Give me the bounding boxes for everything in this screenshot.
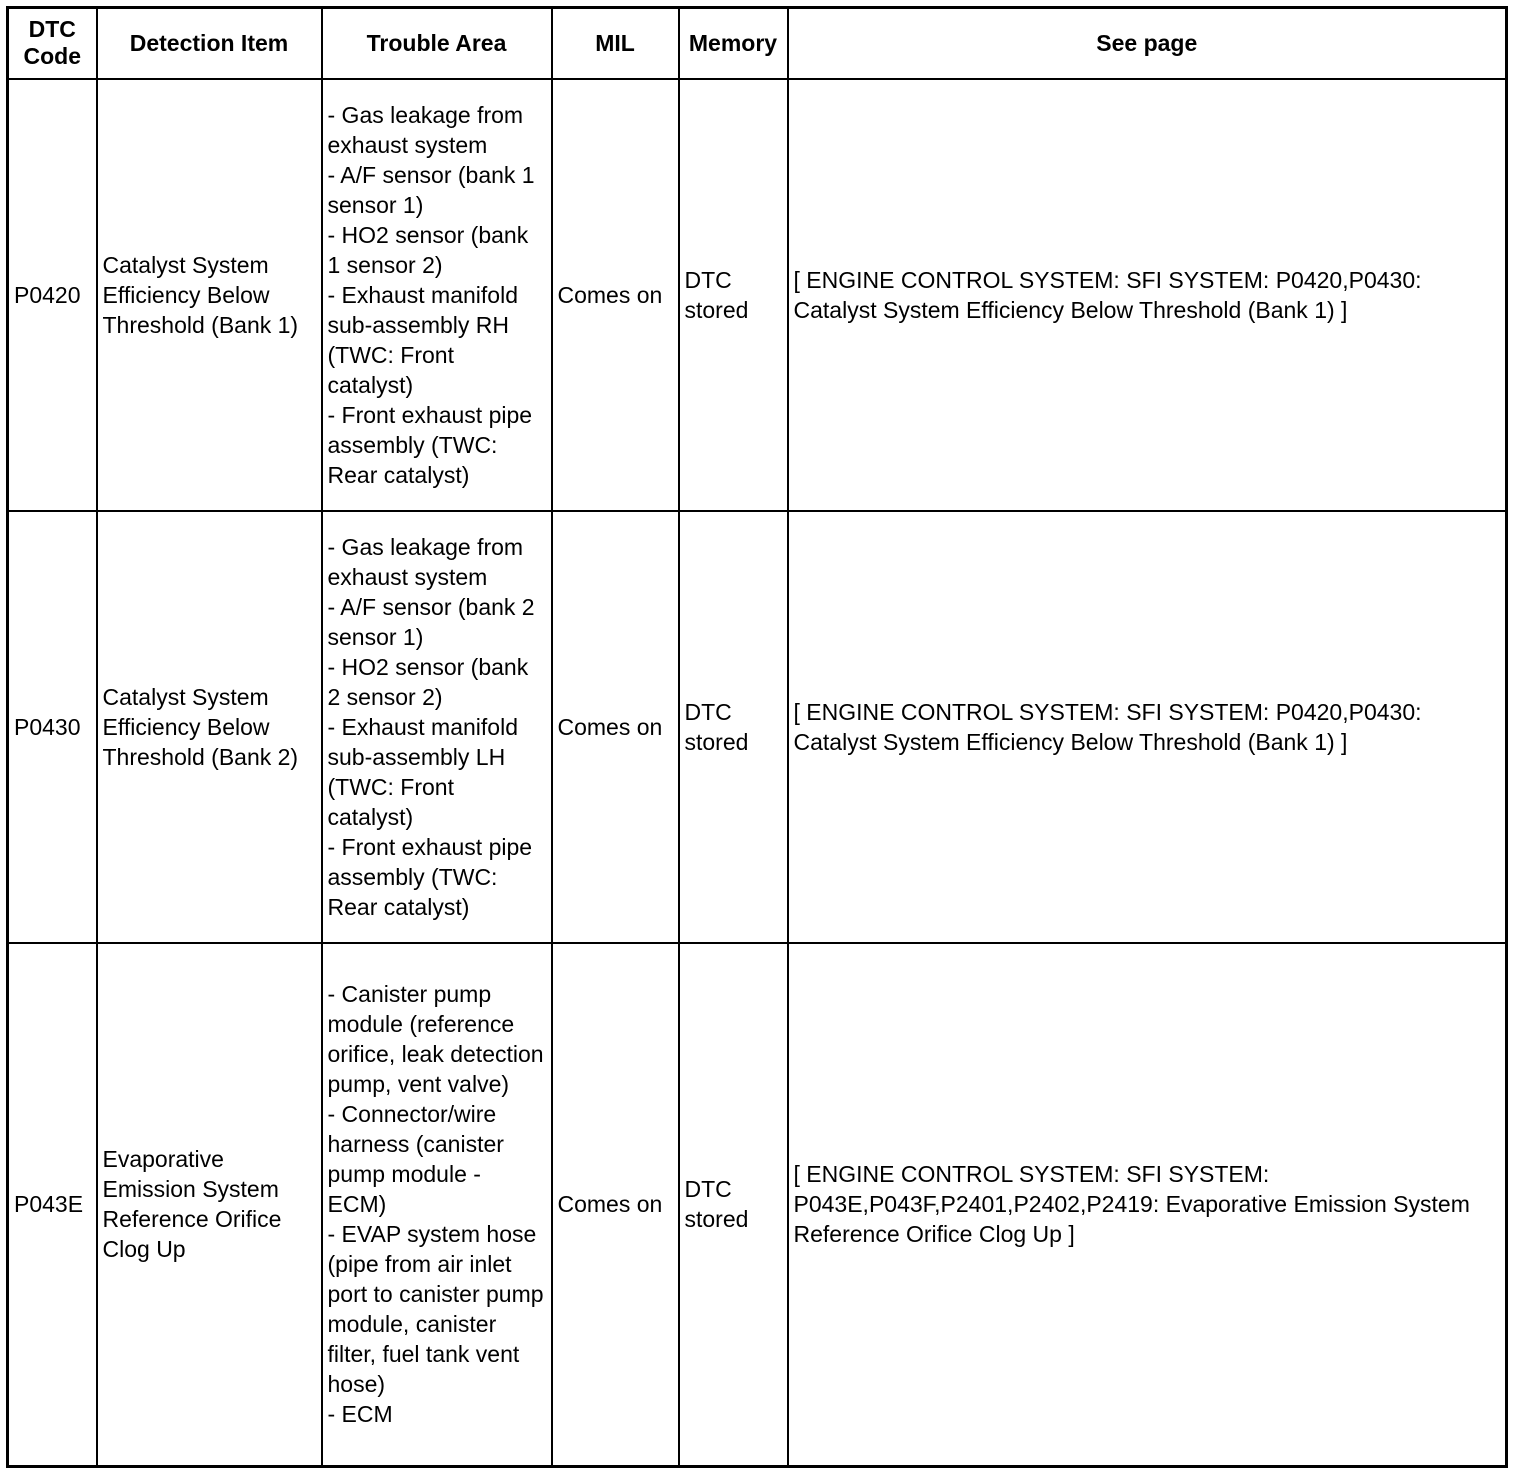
header-row [8, 8, 1507, 79]
dtc-code-cell: P0430 [8, 511, 97, 943]
header-dtc-code: DTC Code [8, 8, 97, 79]
trouble-area-cell: - Gas leakage from exhaust system - A/F sensor (bank 1 sensor 1) - HO2 sensor (bank 1 sensor 2) - Exhaust manifold sub-assembly RH (TWC: Front catalyst) - Front exhaust pipe assembly (TWC: Rear catalyst) [322, 79, 552, 511]
memory-cell: DTC stored [679, 943, 788, 1467]
dtc-table [6, 6, 1508, 1468]
header-mil: MIL [552, 8, 679, 79]
detection-item-cell: Evaporative Emission System Reference Orifice Clog Up [97, 943, 322, 1467]
detection-item-cell: Catalyst System Efficiency Below Threshold (Bank 1) [97, 79, 322, 511]
header-see-page: See page [788, 8, 1507, 79]
dtc-code-cell: P0420 [8, 79, 97, 511]
mil-cell: Comes on [552, 943, 679, 1467]
dtc-code-cell: P043E [8, 943, 97, 1467]
header-detection-item: Detection Item [97, 8, 322, 79]
header-trouble-area: Trouble Area [322, 8, 552, 79]
trouble-area-cell: - Gas leakage from exhaust system - A/F sensor (bank 2 sensor 1) - HO2 sensor (bank 2 sensor 2) - Exhaust manifold sub-assembly LH (TWC: Front catalyst) - Front exhaust pipe assembly (TWC: Rear catalyst) [322, 511, 552, 943]
table-row [8, 79, 1507, 511]
see-page-link[interactable]: [ ENGINE CONTROL SYSTEM: SFI SYSTEM: P043E,P043F,P2401,P2402,P2419: Evaporative Emission System Reference Orifice Clog Up ] [788, 943, 1507, 1467]
header-memory: Memory [679, 8, 788, 79]
table-row [8, 511, 1507, 943]
trouble-area-cell: - Canister pump module (reference orifice, leak detection pump, vent valve) - Connector/wire harness (canister pump module - ECM) - EVAP system hose (pipe from air inlet port to canister pump module, canister filter, fuel tank vent hose) - ECM [322, 943, 552, 1467]
mil-cell: Comes on [552, 511, 679, 943]
memory-cell: DTC stored [679, 79, 788, 511]
table-row [8, 943, 1507, 1467]
see-page-link[interactable]: [ ENGINE CONTROL SYSTEM: SFI SYSTEM: P0420,P0430: Catalyst System Efficiency Below Threshold (Bank 1) ] [788, 79, 1507, 511]
detection-item-cell: Catalyst System Efficiency Below Threshold (Bank 2) [97, 511, 322, 943]
memory-cell: DTC stored [679, 511, 788, 943]
mil-cell: Comes on [552, 79, 679, 511]
see-page-link[interactable]: [ ENGINE CONTROL SYSTEM: SFI SYSTEM: P0420,P0430: Catalyst System Efficiency Below Threshold (Bank 1) ] [788, 511, 1507, 943]
